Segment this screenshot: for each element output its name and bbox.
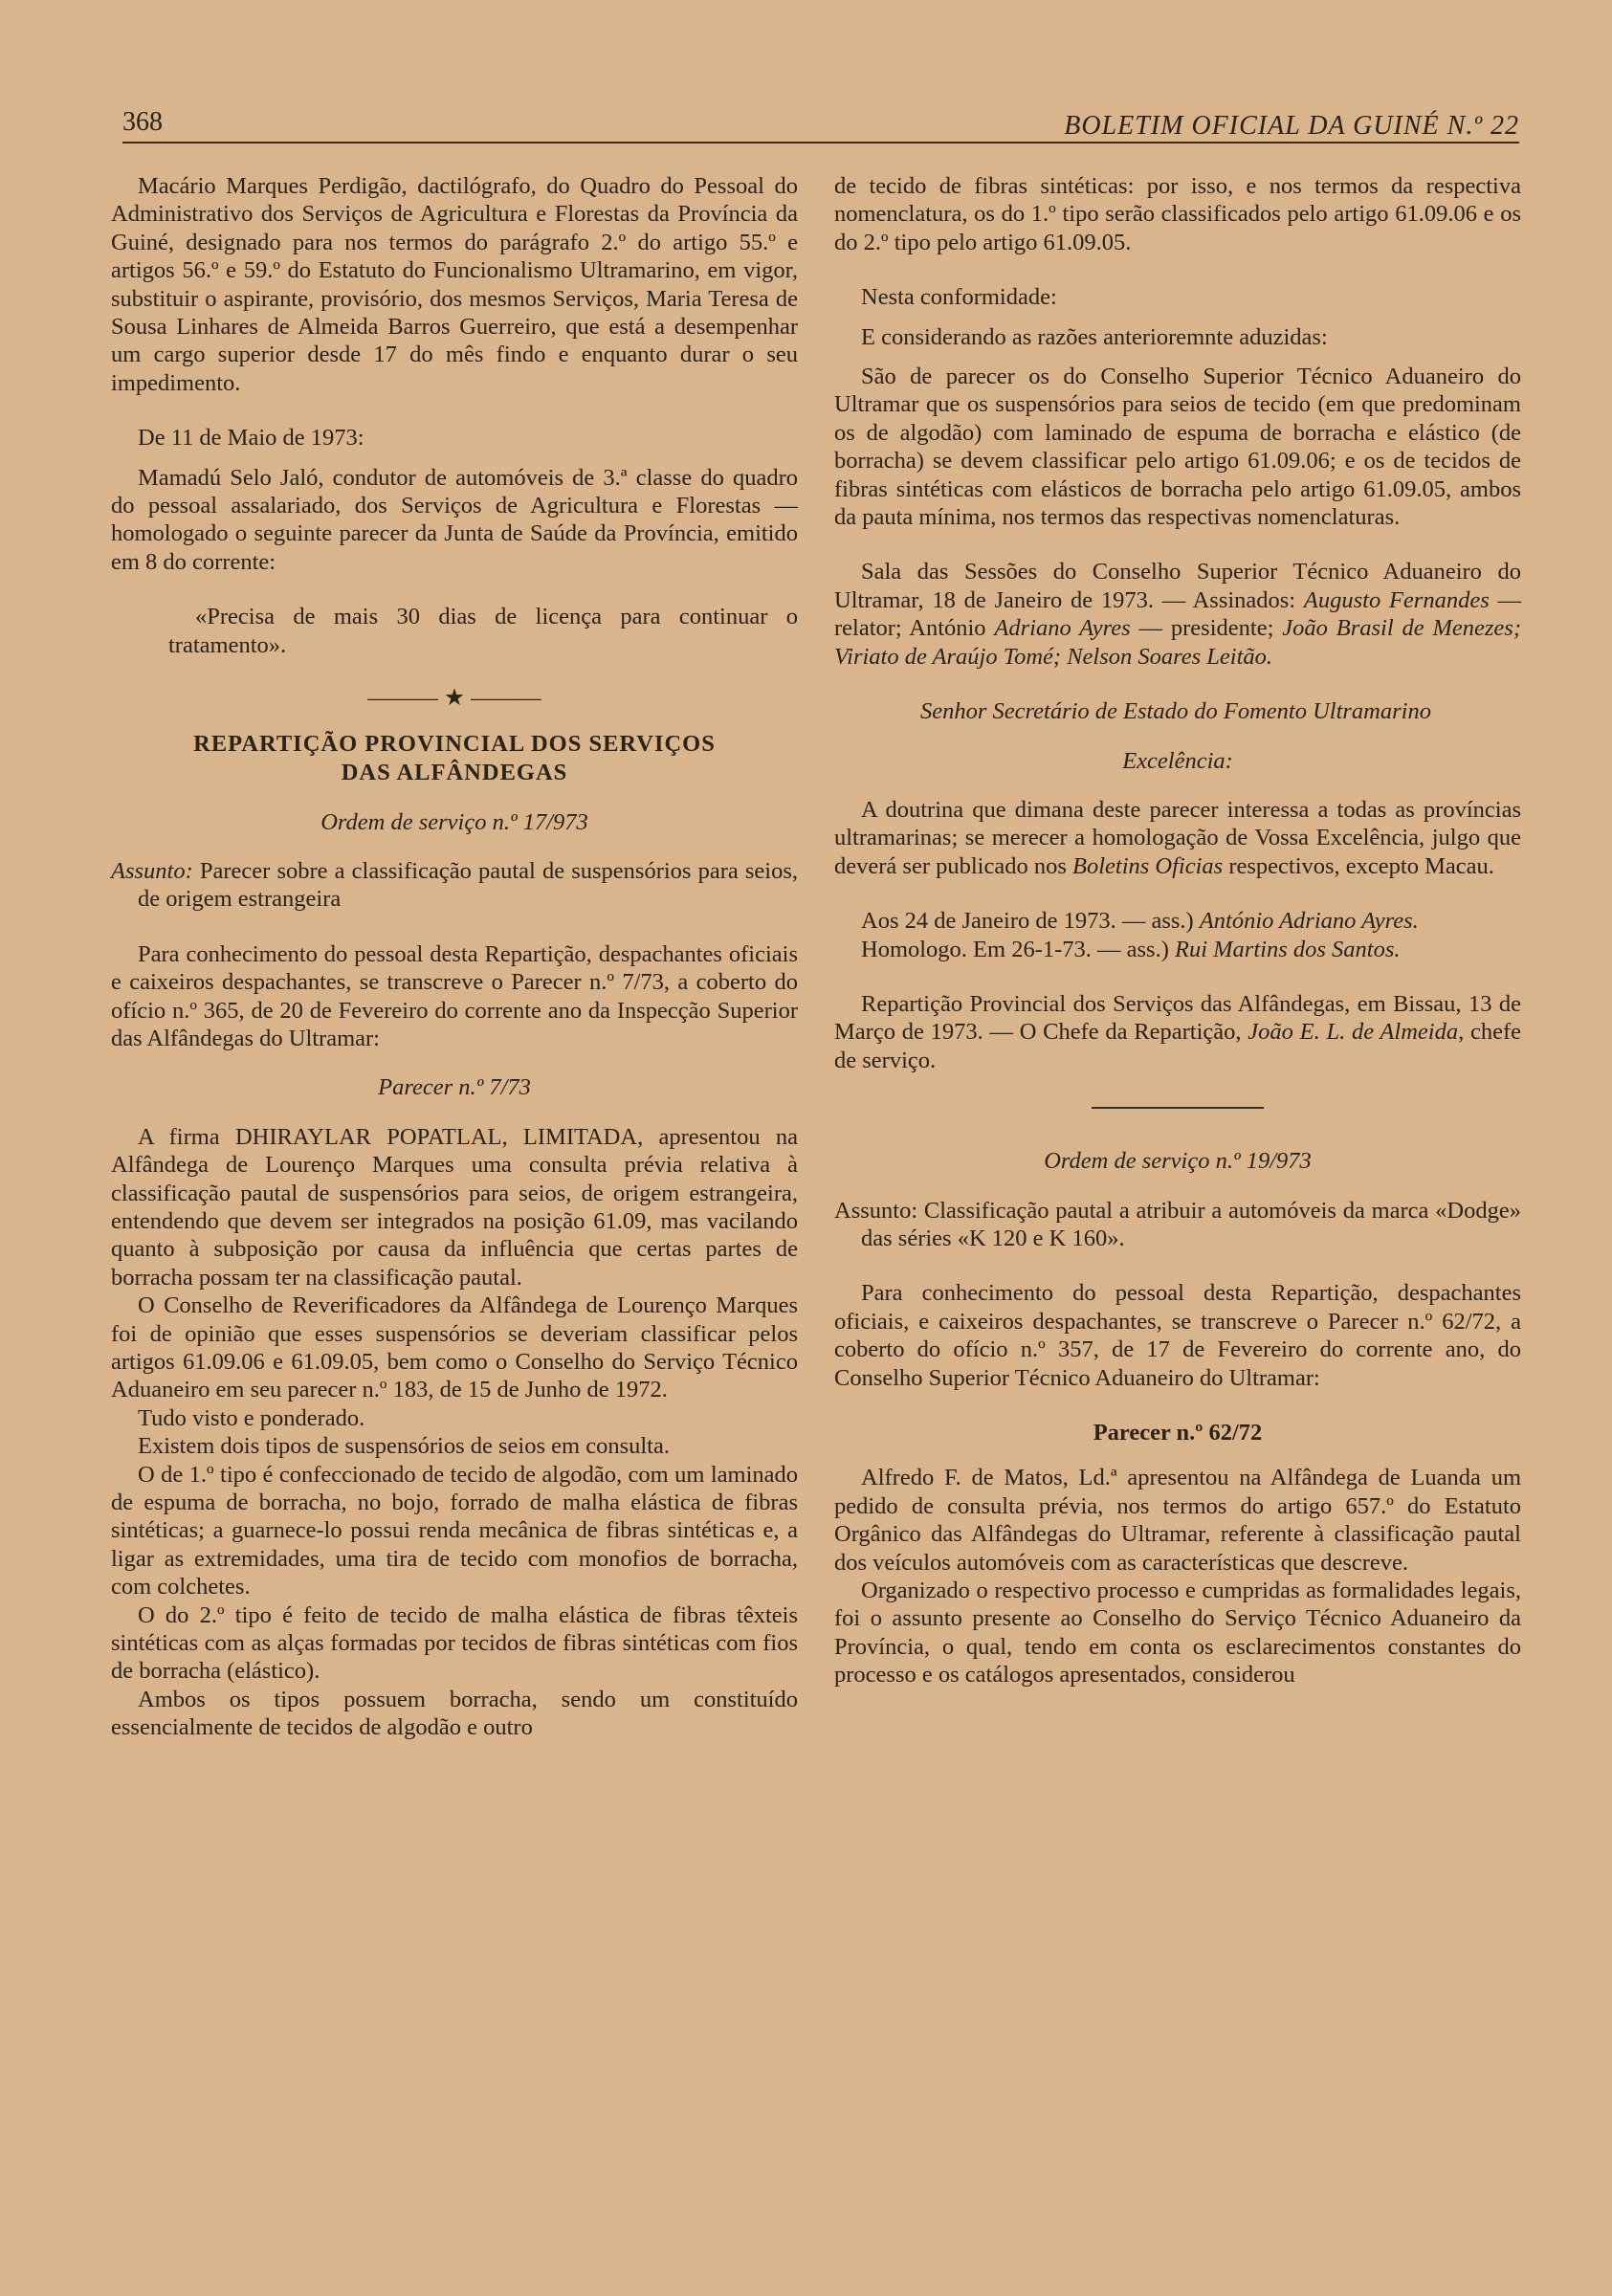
- paragraph: O Conselho de Reverificadores da Alfândega de Lourenço Marques foi de opinião que esses suspensórios se deveriam classificar pelos artigos 61.09.06 e 61.09.05, bem como o Conselho do Serviço Técnico Aduaneiro em seu parecer n.º 183, de 15 de Junho de 1972.: [111, 1292, 798, 1403]
- header-rule: [122, 142, 1519, 144]
- date-line: De 11 de Maio de 1973:: [138, 425, 364, 452]
- paragraph: [834, 907, 1521, 935]
- section-heading: DAS ALFÂNDEGAS: [341, 759, 568, 785]
- signatory-name: António Adriano Ayres.: [1199, 908, 1419, 935]
- section-rule: [1092, 1107, 1264, 1109]
- signatory-name: Augusto Fernandes: [1303, 586, 1490, 613]
- subject-label: Assunto:: [111, 857, 193, 884]
- text-run: Homologo. Em 26-1-73. — ass.): [861, 936, 1175, 962]
- text-run: — presidente;: [1130, 615, 1283, 642]
- subject: Assunto: Classificação pautal a atribuir a automóveis da marca «Dodge» das séries «K 120 e K 160».: [834, 1197, 1521, 1251]
- text-run: — relator; António: [834, 586, 1522, 642]
- paragraph: [834, 990, 1521, 1074]
- signatory-name: Adriano Ayres: [994, 615, 1131, 642]
- quote: «Precisa de mais 30 dias de licença para continuar o tratamento».: [168, 604, 798, 658]
- paragraph: Ambos os tipos possuem borracha, sendo um constituído essencialmente de tecidos de algodão e outro: [111, 1686, 798, 1741]
- paragraph: Para conhecimento do pessoal desta Repartição, despachantes oficiais, e caixeiros despachantes, se transcreve o Parecer n.º 62/72, a coberto do ofício n.º 357, de 17 de Fevereiro do corrente ano, do Conselho Superior Técnico Aduaneiro do Ultramar:: [834, 1280, 1521, 1391]
- text-run: chefe de serviço.: [834, 1019, 1521, 1073]
- paragraph: Organizado o respectivo processo e cumpridas as formalidades legais, foi o assunto presente ao Conselho do Serviço Técnico Aduaneiro da Província, o qual, tendo em conta os esclarecimentos constantes do processo e os catálogos apresentados, considerou: [834, 1578, 1521, 1689]
- paragraph: O de 1.º tipo é confeccionado de tecido de algodão, com um laminado de espuma de borracha, no bojo, forrado de malha elástica de fibras sintéticas; a guarnece-lo possui renda mecânica de fibras sintéticas e, a ligar as extremidades, uma tira de tecido com monofios de borracha, com colchetes.: [111, 1461, 798, 1601]
- signatory-names: João Brasil de Menezes; Viriato de Araújo Tomé; Nelson Soares Leitão.: [834, 615, 1521, 670]
- order-title: Ordem de serviço n.º 19/973: [1044, 1148, 1312, 1175]
- paragraph: E considerando as razões anterioremnte aduzidas:: [861, 323, 1328, 350]
- order-title: Ordem de serviço n.º 17/973: [320, 808, 588, 835]
- paragraph: O do 2.º tipo é feito de tecido de malha elástica de fibras têxteis sintéticas com as alças formadas por tecidos de fibras sintéticas com fios de borracha (elástico).: [111, 1601, 798, 1685]
- signatory-name: Rui Martins dos Santos.: [1175, 936, 1401, 962]
- text-run: respectivos, excepto Macau.: [1223, 852, 1494, 879]
- paragraph: de tecido de fibras sintéticas: por isso, e nos termos da respectiva nomenclatura, os do 1.º tipo serão classificados pelo artigo 61.09.06 e os do 2.º tipo pelo artigo 61.09.05.: [834, 173, 1521, 255]
- paragraph: [834, 936, 1521, 963]
- text-run: A doutrina que dimana deste parecer interessa a todas as províncias ultramarinas; se merecer a homologação de Vossa Excelência, julgo que deverá ser publicado nos: [834, 796, 1521, 879]
- text-run: Sala das Sessões do Conselho Superior Técnico Aduaneiro do Ultramar, 18 de Janeiro de 1973. — Assinados:: [834, 559, 1521, 613]
- paragraph: [834, 558, 1521, 671]
- paragraph: Existem dois tipos de suspensórios de seios em consulta.: [138, 1433, 670, 1460]
- paragraph: São de parecer os do Conselho Superior Técnico Aduaneiro do Ultramar que os suspensórios para seios de tecido (em que predominam os de algodão) com laminado de espuma de borracha e elástico (de borracha) se devem classificar pelo artigo 61.09.06; e os de tecidos de fibras sintéticas com elásticos de borracha pelo artigo 61.09.05, ambos da pauta mínima, nos termos das respectivas nomenclaturas.: [834, 364, 1521, 531]
- paragraph: Para conhecimento do pessoal desta Repartição, despachantes oficiais e caixeiros despachantes, se transcreve o Parecer n.º 7/73, a coberto do ofício n.º 365, de 20 de Fevereiro do corrente ano da Inspecção Superior das Alfândegas do Ultramar:: [111, 940, 798, 1051]
- text-run: Repartição Provincial dos Serviços das Alfândegas, em Bissau, 13 de Março de 1973. — O Chefe da Repartição,: [834, 990, 1521, 1046]
- paragraph: [834, 796, 1521, 880]
- page-number: 368: [122, 107, 163, 137]
- star-divider: ——— ★ ———: [367, 685, 541, 712]
- paragraph: Tudo visto e ponderado.: [138, 1404, 365, 1431]
- text-run: Aos 24 de Janeiro de 1973. — ass.): [861, 908, 1200, 935]
- right-column: [834, 172, 1521, 1689]
- left-column: [111, 172, 798, 1742]
- page-header: [122, 107, 1519, 145]
- paragraph: A firma DHIRAYLAR POPATLAL, LIMITADA, apresentou na Alfândega de Lourenço Marques uma consulta prévia relativa à classificação pautal de suspensórios para seios, de origem estrangeira, entendendo que devem ser integrados na posição 61.09, mas vacilando quanto à subposição por causa da influência que certas partes de borracha possam ter na classificação pautal.: [111, 1123, 798, 1291]
- paragraph: Alfredo F. de Matos, Ld.ª apresentou na Alfândega de Luanda um pedido de consulta prévia, nos termos do artigo 657.º do Estatuto Orgânico das Alfândegas do Ultramar, referente à classificação pautal dos veículos automóveis com as características que descreve.: [834, 1465, 1521, 1576]
- publication-name: Boletins Oficias: [1072, 852, 1224, 879]
- parecer-title: Parecer n.º 7/73: [378, 1074, 531, 1101]
- parecer-title: Parecer n.º 62/72: [1093, 1420, 1263, 1446]
- subject-text: Parecer sobre a classificação pautal de suspensórios para seios, de origem estrangeira: [138, 857, 798, 913]
- salutation: Excelência:: [1122, 747, 1233, 774]
- addressee: Senhor Secretário de Estado do Fomento Ultramarino: [920, 698, 1431, 725]
- paragraph: Nesta conformidade:: [861, 284, 1057, 311]
- paragraph: Macário Marques Perdigão, dactilógrafo, do Quadro do Pessoal do Administrativo dos Serviços de Agricultura e Florestas da Província da Guiné, designado para nos termos do parágrafo 2.º do artigo 55.º e artigos 56.º e 59.º do Estatuto do Funcionalismo Ultramarino, em vigor, substituir o aspirante, provisório, dos mesmos Serviços, Maria Teresa de Sousa Linhares de Almeida Barros Guerreiro, que está a desempenhar um cargo superior desde 17 do mês findo e enquanto durar o seu impedimento.: [111, 173, 798, 396]
- signatory-name: João E. L. de Almeida,: [1248, 1019, 1465, 1046]
- section-heading: REPARTIÇÃO PROVINCIAL DOS SERVIÇOS: [193, 730, 716, 757]
- bulletin-title: BOLETIM OFICIAL DA GUINÉ N.º 22: [1064, 111, 1519, 141]
- paragraph: Mamadú Selo Jaló, condutor de automóveis de 3.ª classe do quadro do pessoal assalariado, dos Serviços de Agricultura e Florestas — homologado o seguinte parecer da Junta de Saúde da Província, emitido em 8 do corrente:: [111, 464, 798, 575]
- subject: [111, 857, 798, 914]
